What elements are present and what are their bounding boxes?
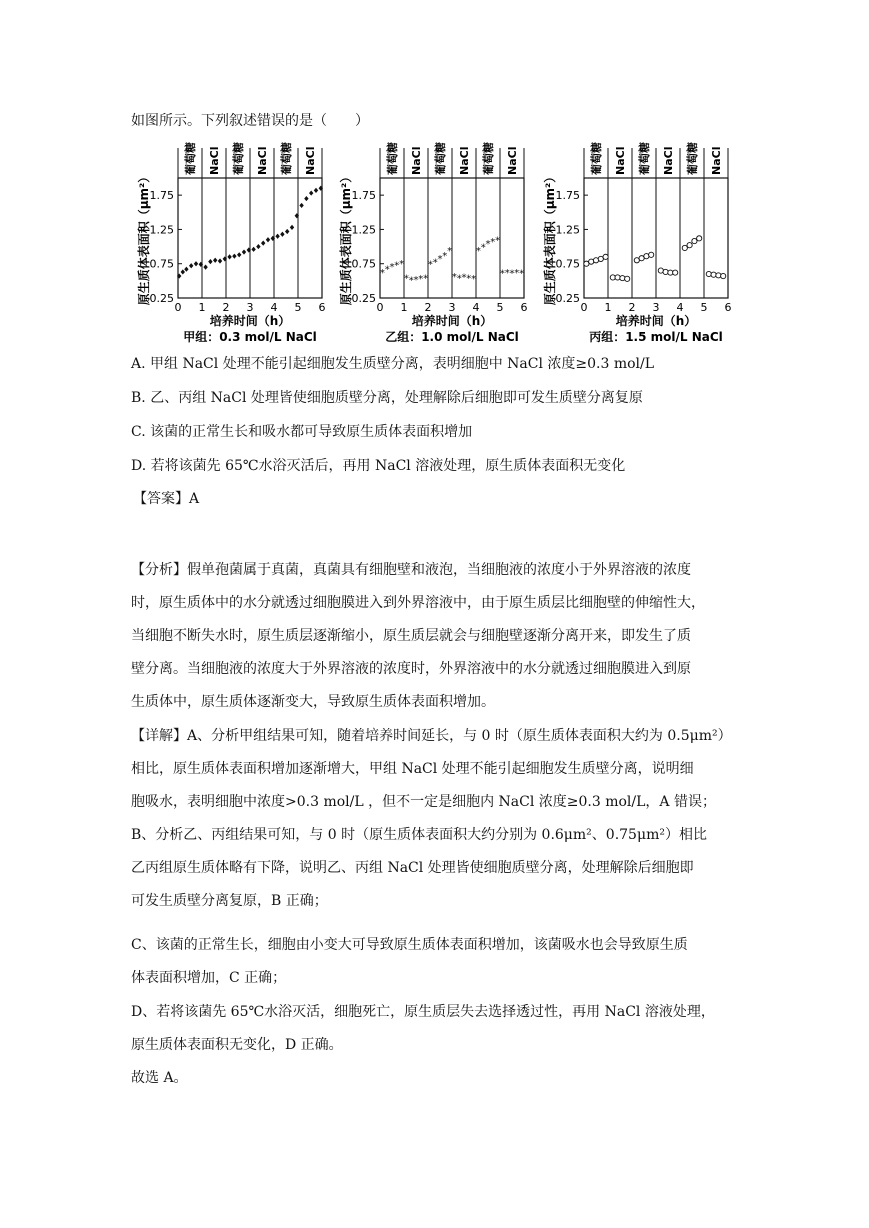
treatment-label: 葡萄糖 bbox=[686, 142, 699, 175]
x-tick-label: 5 bbox=[496, 301, 504, 314]
data-point bbox=[649, 252, 654, 257]
data-point bbox=[232, 254, 236, 259]
treatment-label: NaCl bbox=[710, 146, 723, 175]
treatment-label: 葡萄糖 bbox=[434, 142, 447, 175]
y-tick-label: 0.25 bbox=[351, 292, 376, 305]
detail-line: 乙丙组原生质体略有下降，说明乙、丙组 NaCl 处理皆使细胞质壁分离，处理解除后细胞即 bbox=[131, 860, 694, 876]
x-tick-label: 0 bbox=[174, 301, 182, 314]
data-point: * bbox=[499, 268, 505, 280]
y-tick-label: 1.75 bbox=[555, 189, 580, 203]
data-point bbox=[261, 241, 265, 246]
data-point: * bbox=[413, 274, 419, 286]
data-point: * bbox=[427, 259, 433, 271]
detail-line: 体表面积增加，C 正确； bbox=[131, 970, 287, 986]
data-point: * bbox=[384, 264, 390, 276]
detail-line: B、分析乙、丙组结果可知，与 0 时（原生质体表面积大约分别为 0.6μm²、0.75μm²）相比 bbox=[131, 827, 707, 843]
data-point: * bbox=[423, 273, 429, 285]
y-axis-label: 原生质体表面积（μm²） bbox=[137, 170, 151, 306]
data-point: * bbox=[399, 259, 405, 271]
data-point bbox=[687, 243, 692, 248]
analysis-line: 壁分离。当细胞液的浓度大于外界溶液的浓度时，外界溶液中的水分就透过细胞膜进入到原 bbox=[131, 661, 691, 677]
x-tick-label: 0 bbox=[376, 301, 384, 314]
x-tick-label: 6 bbox=[724, 301, 732, 314]
data-point bbox=[663, 269, 668, 274]
detail-line: 【详解】A、分析甲组结果可知，随着培养时间延长，与 0 时（原生质体表面积大约为 0.5μm²） bbox=[131, 728, 732, 744]
data-point: * bbox=[466, 273, 472, 285]
treatment-label: NaCl bbox=[208, 146, 221, 175]
data-point: * bbox=[509, 268, 515, 280]
treatment-label: NaCl bbox=[614, 146, 627, 175]
y-tick-label: 1.75 bbox=[149, 189, 174, 203]
data-point bbox=[603, 254, 608, 259]
data-point: * bbox=[389, 261, 395, 273]
data-point bbox=[285, 229, 289, 234]
figure bbox=[0, 138, 869, 348]
answer: 【答案】A bbox=[133, 491, 200, 507]
data-point: * bbox=[403, 273, 409, 285]
data-point bbox=[716, 273, 721, 278]
data-point: * bbox=[447, 246, 453, 257]
x-tick-label: 1 bbox=[400, 301, 408, 314]
treatment-label: NaCl bbox=[304, 146, 317, 175]
x-tick-label: 5 bbox=[700, 301, 708, 314]
data-point bbox=[203, 265, 207, 270]
treatment-label: 葡萄糖 bbox=[280, 142, 293, 175]
chart-title: 甲组：0.3 mol/L NaCl bbox=[183, 330, 317, 344]
data-point: * bbox=[514, 267, 520, 279]
data-point bbox=[275, 234, 279, 239]
y-axis-label: 原生质体表面积（μm²） bbox=[339, 170, 353, 306]
y-tick-label: 0.25 bbox=[149, 292, 174, 305]
data-point: * bbox=[394, 260, 400, 272]
data-point bbox=[299, 203, 303, 208]
x-axis-label: 培养时间（h） bbox=[209, 314, 291, 328]
y-axis-label: 原生质体表面积（μm²） bbox=[543, 170, 557, 306]
detail-line: 相比，原生质体表面积增加逐渐增大，甲组 NaCl 处理不能引起细胞发生质壁分离，说明细 bbox=[131, 761, 694, 777]
question-intro: 如图所示。下列叙述错误的是（ ） bbox=[131, 113, 369, 129]
data-point bbox=[280, 232, 284, 237]
x-tick-label: 5 bbox=[294, 301, 302, 314]
data-point bbox=[227, 254, 231, 259]
analysis-line: 生质体中，原生质体逐渐变大，导致原生质体表面积增加。 bbox=[131, 694, 495, 710]
data-point bbox=[242, 249, 246, 254]
x-tick-label: 2 bbox=[222, 301, 230, 314]
data-point: * bbox=[490, 237, 496, 249]
data-point bbox=[218, 258, 222, 263]
data-point: * bbox=[408, 275, 414, 287]
data-point bbox=[615, 275, 620, 280]
data-point: * bbox=[432, 257, 438, 269]
data-point bbox=[682, 245, 687, 250]
treatment-label: NaCl bbox=[506, 146, 519, 175]
data-point bbox=[620, 276, 625, 281]
x-tick-label: 4 bbox=[472, 301, 480, 314]
treatment-label: 葡萄糖 bbox=[184, 142, 197, 175]
x-tick-label: 3 bbox=[246, 301, 254, 314]
data-point bbox=[706, 271, 711, 276]
data-point bbox=[697, 236, 702, 241]
treatment-label: 葡萄糖 bbox=[232, 142, 245, 175]
option-a: A. 甲组 NaCl 处理不能引起细胞发生质壁分离，表明细胞中 NaCl 浓度≥0.3 mol/L bbox=[131, 356, 655, 372]
data-point bbox=[256, 244, 260, 249]
data-point: * bbox=[485, 239, 491, 251]
data-point bbox=[237, 252, 241, 257]
data-point bbox=[309, 190, 313, 195]
data-point: * bbox=[418, 274, 424, 286]
detail-line: D、若将该菌先 65℃水浴灭活，细胞死亡，原生质层失去选择透过性，再用 NaCl 溶液处理， bbox=[131, 1004, 715, 1020]
x-tick-label: 4 bbox=[676, 301, 684, 314]
data-point: * bbox=[495, 235, 501, 247]
option-d: D. 若将该菌先 65℃水浴灭活后，再用 NaCl 溶液处理，原生质体表面积无变化 bbox=[131, 458, 626, 474]
data-point: * bbox=[519, 268, 525, 280]
data-point bbox=[290, 225, 294, 230]
data-point bbox=[208, 259, 212, 264]
data-point: * bbox=[504, 267, 510, 279]
y-tick-label: 0.75 bbox=[555, 257, 580, 271]
x-tick-label: 4 bbox=[270, 301, 278, 314]
treatment-label: 葡萄糖 bbox=[482, 142, 495, 175]
detail-line: 故选 A。 bbox=[131, 1070, 188, 1086]
detail-line: 可发生质壁分离复原，B 正确； bbox=[131, 893, 328, 909]
data-point: * bbox=[461, 272, 467, 284]
x-axis-label: 培养时间（h） bbox=[615, 314, 697, 328]
y-tick-label: 1.25 bbox=[555, 223, 580, 237]
chart-jia bbox=[136, 142, 326, 344]
detail-line: C、该菌的正常生长，细胞由小变大可导致原生质体表面积增加，该菌吸水也会导致原生质 bbox=[131, 937, 688, 953]
treatment-label: 葡萄糖 bbox=[386, 142, 399, 175]
x-tick-label: 6 bbox=[520, 301, 528, 314]
x-tick-label: 6 bbox=[318, 301, 326, 314]
treatment-label: NaCl bbox=[256, 146, 269, 175]
x-tick-label: 3 bbox=[652, 301, 660, 314]
x-tick-label: 2 bbox=[424, 301, 432, 314]
data-point bbox=[673, 270, 678, 275]
data-point bbox=[625, 276, 630, 281]
data-point bbox=[181, 269, 185, 274]
data-point: * bbox=[480, 242, 486, 254]
data-point bbox=[314, 188, 318, 193]
x-axis-label: 培养时间（h） bbox=[411, 314, 493, 328]
data-point bbox=[711, 272, 716, 277]
detail-line: 胞吸水，表明细胞中浓度>0.3 mol/L ，但不一定是细胞内 NaCl 浓度≥0.3 mol/L，A 错误； bbox=[131, 794, 716, 810]
treatment-label: NaCl bbox=[410, 146, 423, 175]
chart-bing bbox=[542, 142, 732, 344]
chart-title: 乙组：1.0 mol/L NaCl bbox=[385, 330, 519, 344]
y-tick-label: 0.75 bbox=[351, 257, 376, 271]
x-tick-label: 1 bbox=[604, 301, 612, 314]
data-point bbox=[213, 258, 217, 263]
data-point: * bbox=[379, 267, 385, 279]
option-b: B. 乙、丙组 NaCl 处理皆使细胞质壁分离，处理解除后细胞即可发生质壁分离复原 bbox=[131, 390, 643, 406]
treatment-label: NaCl bbox=[458, 146, 471, 175]
x-tick-label: 0 bbox=[580, 301, 588, 314]
y-tick-label: 1.25 bbox=[351, 223, 376, 237]
data-point bbox=[304, 196, 308, 201]
y-tick-label: 0.25 bbox=[555, 292, 580, 305]
y-tick-label: 1.25 bbox=[149, 223, 174, 237]
x-tick-label: 1 bbox=[198, 301, 206, 314]
x-tick-label: 3 bbox=[448, 301, 456, 314]
data-point: * bbox=[451, 272, 457, 284]
data-point: * bbox=[475, 246, 481, 257]
option-c: C. 该菌的正常生长和吸水都可导致原生质体表面积增加 bbox=[131, 424, 473, 440]
data-point bbox=[251, 247, 255, 252]
data-point bbox=[189, 263, 193, 268]
data-point bbox=[721, 273, 726, 278]
data-point bbox=[692, 238, 697, 243]
treatment-label: 葡萄糖 bbox=[638, 142, 651, 175]
y-tick-label: 1.75 bbox=[351, 189, 376, 203]
analysis-line: 时，原生质体中的水分就透过细胞膜进入到外界溶液中，由于原生质层比细胞壁的伸缩性大， bbox=[131, 595, 705, 611]
analysis-line: 【分析】假单孢菌属于真菌，真菌具有细胞壁和液泡，当细胞液的浓度小于外界溶液的浓度 bbox=[131, 562, 691, 578]
treatment-label: 葡萄糖 bbox=[590, 142, 603, 175]
data-point: * bbox=[471, 274, 477, 286]
chart-yi bbox=[338, 142, 528, 344]
y-tick-label: 0.75 bbox=[149, 257, 174, 271]
chart-title: 丙组：1.5 mol/L NaCl bbox=[589, 330, 723, 344]
treatment-label: NaCl bbox=[662, 146, 675, 175]
analysis-line: 当细胞不断失水时，原生质层逐渐缩小，原生质层就会与细胞壁逐渐分离开来，即发生了质 bbox=[131, 628, 691, 644]
data-point: * bbox=[442, 250, 448, 262]
data-point bbox=[194, 261, 198, 266]
data-point bbox=[184, 267, 188, 272]
detail-line: 原生质体表面积无变化，D 正确。 bbox=[131, 1037, 343, 1053]
data-point: * bbox=[456, 273, 462, 285]
data-point bbox=[266, 237, 270, 242]
data-point: * bbox=[437, 254, 443, 266]
x-tick-label: 2 bbox=[628, 301, 636, 314]
